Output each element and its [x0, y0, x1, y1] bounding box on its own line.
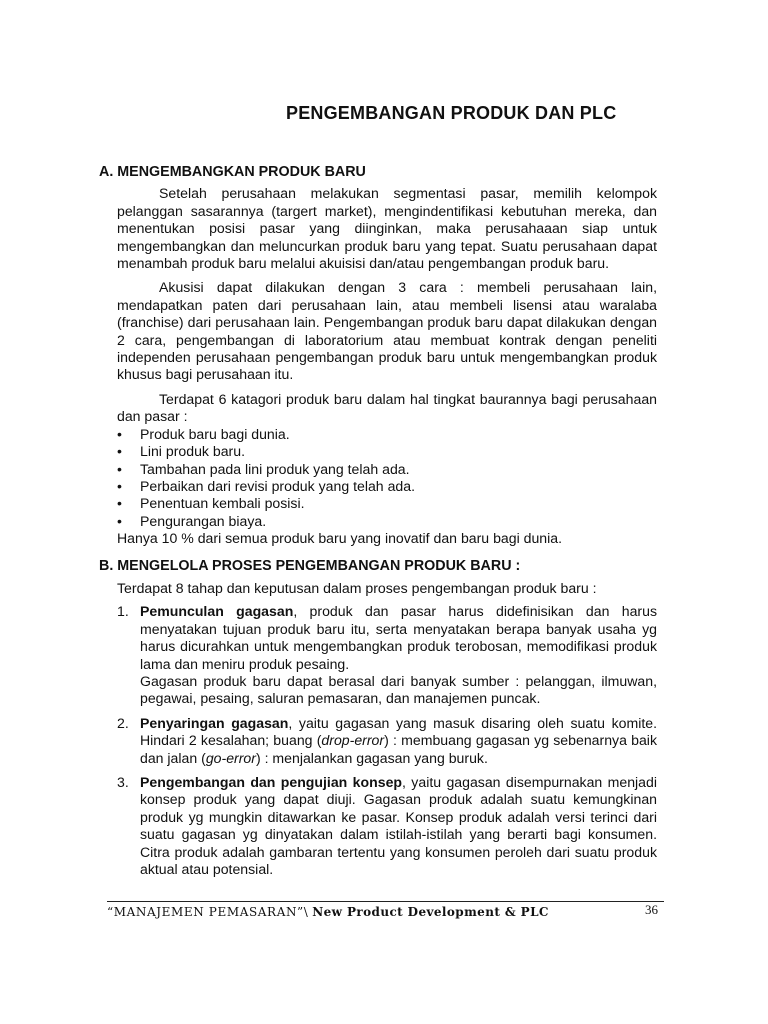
- list-item: • Pengurangan biaya.: [117, 513, 657, 530]
- section-a-paragraph-3: Terdapat 6 katagori produk baru dalam hal tingkat baurannya bagi perusahaan dan pasar :: [117, 390, 657, 425]
- step-text: , produk dan pasar harus didefinisikan dan harus menyatakan tujuan produk baru itu, serta menyatakan berapa banyak usaha yg harus dicurahkan untuk mengembangkan produk terobosan, memodifikasi produk lama dan meniru produk pesaing.: [140, 603, 657, 672]
- list-item: • Tambahan pada lini produk yang telah ada.: [117, 461, 657, 478]
- process-steps-list: [117, 603, 657, 878]
- section-a-closing: Hanya 10 % dari semua produk baru yang inovatif dan baru bagi dunia.: [117, 530, 563, 547]
- footer-chapter-title: New Product Development & PLC: [312, 905, 549, 919]
- section-a-paragraph-1: Setelah perusahaan melakukan segmentasi pasar, memilih kelompok pelanggan sasarannya (targert market), mengindentifikasi kebutuhan mereka, dan menentukan posisi pasar yang diinginkan, maka perusahaaan siap untuk mengembangkan dan meluncurkan produk baru yang tepat. Suatu perusahaan dapat menambah produk baru melalui akuisisi dan/atau pengembangan produk baru.: [117, 185, 657, 272]
- new-product-categories-list: [117, 426, 657, 530]
- page-title: PENGEMBANGAN PRODUK DAN PLC: [286, 103, 617, 123]
- step-item-2: [117, 715, 657, 767]
- footer-course-title: “MANAJEMEN PEMASARAN”\: [107, 905, 309, 919]
- list-item: • Produk baru bagi dunia.: [117, 426, 657, 443]
- step-term: Pemunculan gagasan: [140, 603, 294, 620]
- step-number: 2.: [117, 714, 129, 731]
- page-footer: [107, 901, 664, 919]
- step-text: ) : membuang gagasan yg sebenarnya baik dan jalan (: [140, 732, 657, 766]
- document-body: [99, 164, 657, 885]
- step-text: , yaitu gagasan disempurnakan menjadi konsep produk yang dapat diuji. Gagasan produk adalah suatu kemungkinan produk yg mungkin ditawarkan ke pasar. Konsep produk adalah versi terinci dari suatu gagasan yg dinyatakan dalam istilah-istilah yang berarti bagi konsumen. Citra produk adalah gambaran tertentu yang konsumen peroleh dari suatu produk aktual atau potensial.: [140, 774, 657, 878]
- step-text: , yaitu gagasan yang masuk disaring oleh suatu komite. Hindari 2 kesalahan; buang (: [140, 714, 657, 749]
- section-a-heading: A. MENGEMBANGKAN PRODUK BARU: [99, 164, 366, 180]
- step-number: 3.: [117, 774, 129, 790]
- section-b-heading: B. MENGELOLA PROSES PENGEMBANGAN PRODUK BARU :: [99, 557, 521, 574]
- section-b-intro: Terdapat 8 tahap dan keputusan dalam proses pengembangan produk baru :: [117, 579, 597, 596]
- step-emphasis: go-error: [205, 749, 256, 766]
- step-text: ) : menjalankan gagasan yang buruk.: [255, 749, 488, 766]
- step-item-3: [117, 774, 657, 878]
- step-emphasis: drop-error: [321, 732, 385, 749]
- step-term: Penyaringan gagasan: [140, 714, 289, 731]
- step-extra: Gagasan produk baru dapat berasal dari banyak sumber : pelanggan, ilmuwan, pegawai, pesaing, saluran pemasaran, dan manajemen puncak.: [140, 672, 657, 707]
- list-item: • Penentuan kembali posisi.: [117, 495, 657, 512]
- list-item: • Lini produk baru.: [117, 443, 657, 460]
- step-number: 1.: [117, 603, 129, 620]
- list-item: • Perbaikan dari revisi produk yang telah ada.: [117, 478, 657, 495]
- page-number: 36: [645, 902, 658, 917]
- section-a-paragraph-2: Akusisi dapat dilakukan dengan 3 cara : membeli perusahaan lain, mendapatkan paten dari perusahaan lain, atau membeli lisensi atau waralaba (franchise) dari perusahaan lain. Pengembangan produk baru dapat dilakukan dengan 2 cara, pengembangan di laboratorium atau membuat kontrak dengan peneliti independen perusahaan pengembangan produk baru untuk mengembangkan produk khusus bagi perusahaan itu.: [117, 279, 657, 383]
- step-item-1: [117, 603, 657, 707]
- step-term: Pengembangan dan pengujian konsep: [140, 774, 403, 790]
